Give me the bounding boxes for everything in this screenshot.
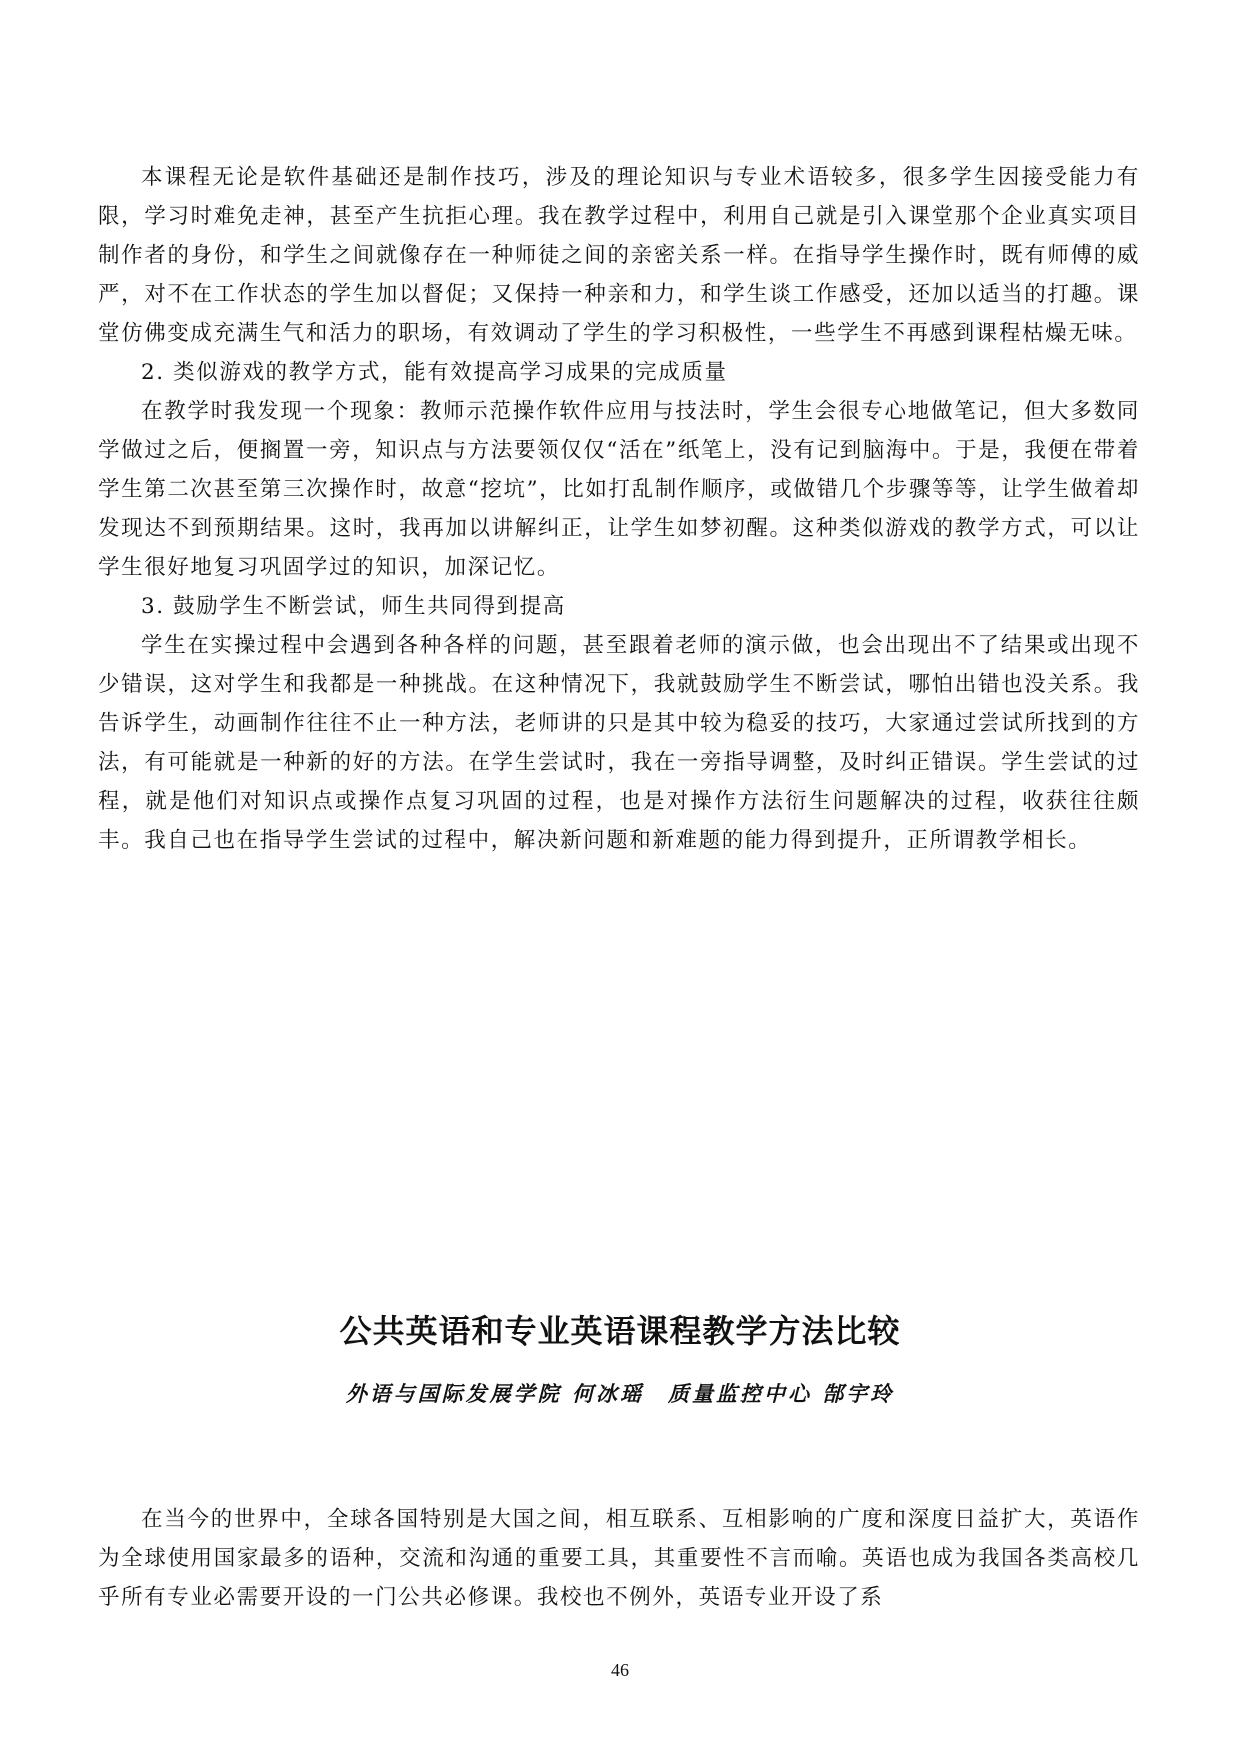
- subsection-heading: 2. 类似游戏的教学方式，能有效提高学习成果的完成质量: [141, 360, 728, 385]
- article-body: [98, 1500, 1140, 1617]
- body-paragraph: 在教学时我发现一个现象：教师示范操作软件应用与技法时，学生会很专心地做笔记，但大多数同学做过之后，便搁置一旁，知识点与方法要领仅仅“活在”纸笔上，没有记到脑海中。于是，我便在带着学生第二次甚至第三次操作时，故意“挖坑”，比如打乱制作顺序，或做错几个步骤等等，让学生做着却发现达不到预期结果。这时，我再加以讲解纠正，让学生如梦初醒。这种类似游戏的教学方式，可以让学生很好地复习巩固学过的知识，加深记忆。: [98, 399, 1140, 580]
- subsection-heading: 3. 鼓励学生不断尝试，师生共同得到提高: [141, 594, 566, 619]
- article-byline: 外语与国际发展学院 何冰瑶 质量监控中心 郜宇玲: [345, 1381, 895, 1406]
- article-title: 公共英语和专业英语课程教学方法比较: [339, 1312, 901, 1350]
- page-number: 46: [611, 1660, 629, 1680]
- previous-article-body: [98, 158, 1140, 860]
- body-paragraph: 本课程无论是软件基础还是制作技巧，涉及的理论知识与专业术语较多，很多学生因接受能力有限，学习时难免走神，甚至产生抗拒心理。我在教学过程中，利用自己就是引入课堂那个企业真实项目制作者的身份，和学生之间就像存在一种师徒之间的亲密关系一样。在指导学生操作时，既有师傅的威严，对不在工作状态的学生加以督促；又保持一种亲和力，和学生谈工作感受，还加以适当的打趣。课堂仿佛变成充满生气和活力的职场，有效调动了学生的学习积极性，一些学生不再感到课程枯燥无味。: [98, 165, 1140, 346]
- body-paragraph: 在当今的世界中，全球各国特别是大国之间，相互联系、互相影响的广度和深度日益扩大，英语作为全球使用国家最多的语种，交流和沟通的重要工具，其重要性不言而喻。英语也成为我国各类高校几乎所有专业必需要开设的一门公共必修课。我校也不例外，英语专业开设了系: [98, 1507, 1140, 1610]
- body-paragraph: 学生在实操过程中会遇到各种各样的问题，甚至跟着老师的演示做，也会出现出不了结果或出现不少错误，这对学生和我都是一种挑战。在这种情况下，我就鼓励学生不断尝试，哪怕出错也没关系。我告诉学生，动画制作往往不止一种方法，老师讲的只是其中较为稳妥的技巧，大家通过尝试所找到的方法，有可能就是一种新的好的方法。在学生尝试时，我在一旁指导调整，及时纠正错误。学生尝试的过程，就是他们对知识点或操作点复习巩固的过程，也是对操作方法衍生问题解决的过程，收获往往颇丰。我自己也在指导学生尝试的过程中，解决新问题和新难题的能力得到提升，正所谓教学相长。: [98, 633, 1140, 853]
